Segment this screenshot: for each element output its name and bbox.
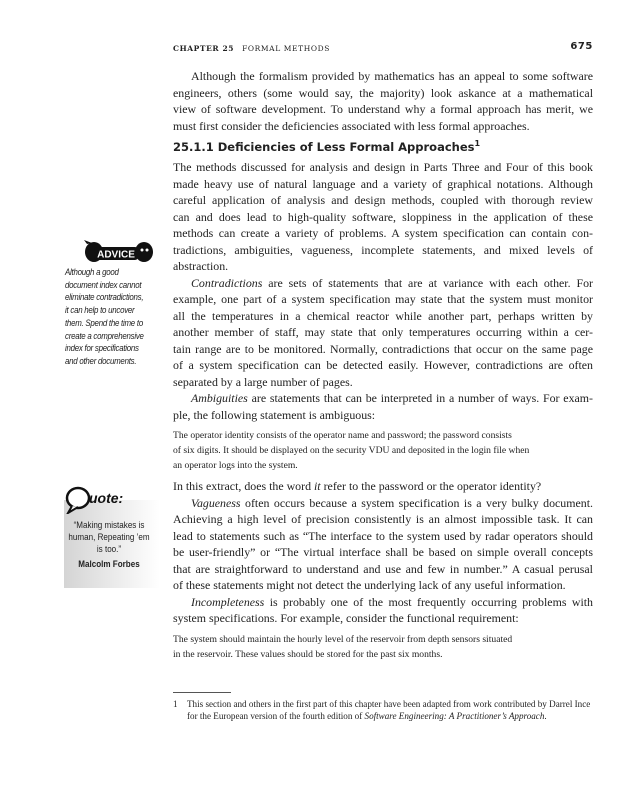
text-segment: another member of staff, may state that only temperatures occurring within a cer- [173,325,593,339]
text-line [173,258,593,275]
quote-label: uote: [89,490,124,506]
text-segment: The operator identity consists of the operator name and password; the password consists [173,430,512,441]
paragraph [173,159,593,275]
text-segment: methods can create a variety of problems. A system specification can contain con- [173,226,593,240]
footnote-end: . [544,710,547,721]
text-segment: Achieving a high level of precision consistently is an almost impossible task. It can [173,512,593,526]
text-line [173,275,593,292]
quote-icon [64,484,164,514]
text-line [173,511,593,528]
text-line [173,101,593,118]
text-line [173,176,593,193]
text-line [173,577,593,594]
text-segment: of a system specification can be detected easily. However, contradictions are often [173,358,593,372]
text-line [173,478,593,495]
text-segment: lead to statements such as “The interface to the system used by radar operators should [173,528,593,543]
text-line [173,192,593,209]
text-line [173,68,593,85]
text-segment: refer to the password or the operator identity? [320,479,542,493]
text-segment: must first consider the deficiencies associated with less formal approaches. [173,118,530,133]
running-header [173,43,593,53]
extract-quote [173,632,593,662]
text-line [173,647,593,662]
paragraph [173,478,593,495]
text-segment: that are straightforward to understand and use and few in number.” A casual perusal [173,561,593,576]
text-line [173,341,593,358]
text-segment: in the reservoir. These values should be stored for the past six months. [173,648,443,660]
chapter-title: FORMAL METHODS [242,44,330,53]
extract-quote [173,428,593,473]
text-segment: Although the formalism provided by mathematics has an appeal to some software [191,69,593,83]
paragraph [173,390,593,423]
text-segment: made heavy use of natural language and a variety of graphical notations. Although [173,176,593,191]
footnote-ref: 1 [474,139,481,149]
advice-label: ADVICE [97,249,135,261]
emphasized-term: Contradictions [191,275,263,290]
text-line [173,561,593,578]
emphasized-term: Incompleteness [191,594,265,609]
text-segment: view of software development. To understand why a formal approach has merit, we [173,102,593,116]
text-line [173,458,593,473]
text-line [173,242,593,259]
text-segment: of six digits. It should be displayed on the security VDU and deposited in the login file when [173,445,530,456]
text-line [173,225,593,242]
section-heading [173,139,593,156]
text-line [173,495,593,512]
advice-note: Although a good document index cannot eliminate contradictions, it can help to uncover them. Spend the time to create a comprehensive index for specifications and other documents. [65,267,144,366]
quote-body: “Making mistakes is human, Repeating ’em is too.” [68,519,150,554]
text-segment: example, one part of a system specification may state that the system must monitor [173,292,593,306]
text-line [173,610,593,627]
footnote-number: 1 [173,699,178,709]
text-segment: tradictions, ambiguities, vagueness, incomplete statements, and mixed levels of [173,242,593,257]
chapter-number: CHAPTER 25 [173,44,235,53]
text-segment: often occurs because a system specification is a very bulky document. [240,495,593,510]
footnote-text: This section and others in the first part of this chapter have been adapted from work contributed by Darrel Ince for the European version of the fourth edition of [187,699,591,721]
text-segment: can and does lead to high-quality software, sloppiness in the application of these [173,209,593,224]
section-title: Deficiencies of Less Formal Approaches [217,140,475,154]
text-line [173,428,593,443]
text-line [173,594,593,611]
emphasized-term: Vagueness [191,495,241,510]
text-line [173,324,593,341]
paragraph [173,68,593,134]
text-line [173,357,593,374]
section-number: 25.1.1 [173,140,218,154]
text-line [173,159,593,176]
text-line [173,390,593,407]
text-segment: is probably one of the most frequently occurring problems with [264,594,593,609]
text-segment: tain range are to be monitored. Normally, contradictions that occur on the same page [173,341,593,356]
text-segment: The methods discussed for analysis and design in Parts Three and Four of this book [173,160,593,174]
quote-text [66,519,152,570]
main-text-column [173,68,593,667]
text-segment: an operator logs into the system. [173,460,298,471]
footnote-rule [173,692,231,693]
paragraph [173,594,593,627]
text-line [173,118,593,135]
text-segment: engineers, others (some would say, the majority) look askance at a mathematical [173,85,593,100]
text-segment: In this extract, does the word [173,479,314,493]
emphasized-term: Ambiguities [191,391,248,405]
text-line [173,291,593,308]
text-segment: separated by a large number of pages. [173,374,353,389]
text-segment: are sets of statements that are at variance with each other. For [262,275,593,290]
text-segment: all the temperatures in a chemical reactor while another part, perhaps written by [173,308,593,323]
page-number: 675 [570,41,593,52]
text-line [173,443,593,458]
text-segment: abstraction. [173,259,229,273]
text-segment: are statements that can be interpreted in a number of ways. For exam- [247,391,593,405]
text-line [173,374,593,391]
emphasized-word: it [314,479,321,493]
paragraph [173,275,593,391]
paragraph [173,495,593,594]
footnote [173,699,593,722]
text-segment: ple, the following statement is ambiguous: [173,407,376,422]
text-segment: be user-friendly” or “The virtual interface shall be based on simple overall concepts [173,545,593,559]
text-line [173,407,593,424]
text-line [173,544,593,561]
text-line [173,308,593,325]
text-line [173,209,593,226]
text-line [173,528,593,545]
footnote-book-title: Software Engineering: A Practitioner’s Approach [364,710,545,721]
text-segment: of these statements might not detect the underlying lack of any useful information. [173,578,566,592]
text-line [173,632,593,647]
text-line [173,85,593,102]
text-segment: careful application of analysis and design methods, coupled with thorough review [173,193,593,207]
text-segment: The system should maintain the hourly level of the reservoir from depth sensors situated [173,633,513,645]
quote-author: Malcolm Forbes [78,558,140,569]
text-segment: system specifications. For example, consider the functional requirement: [173,611,519,625]
advice-icon [84,240,154,264]
